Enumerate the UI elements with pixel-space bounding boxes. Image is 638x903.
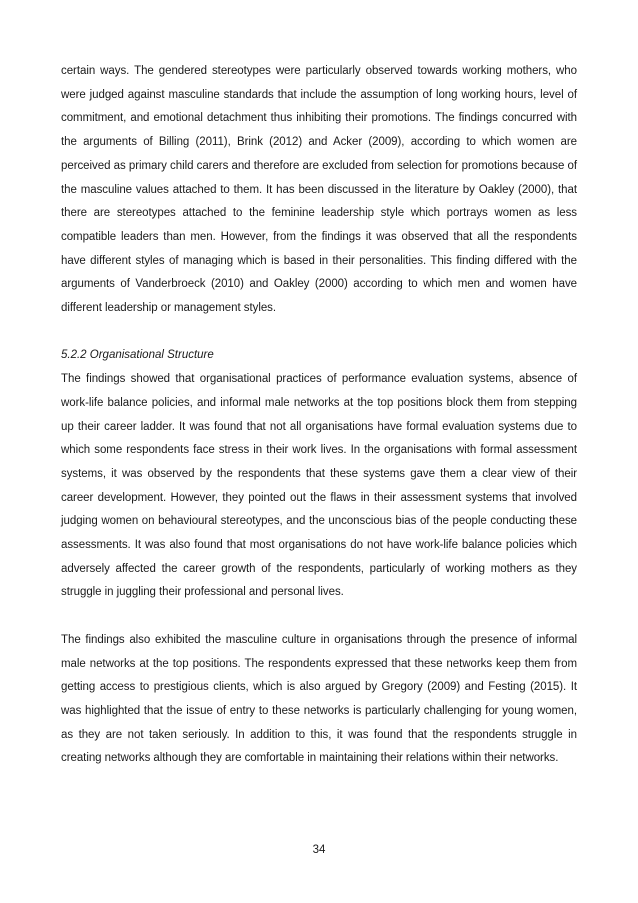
paragraph-masculine-culture: The findings also exhibited the masculine culture in organisations through the presence of informal male networks at the top positions. The respondents expressed that these networks keep them from getting access to prestigious clients, which is also argued by Gregory (2009) and Festing (2015). It was highlighted that the issue of entry to these networks is particularly challenging for young women, as they are not taken seriously. In addition to this, it was found that the respondents struggle in creating networks although they are comfortable in maintaining their relations within their networks. <box>61 633 577 765</box>
page-number: 34 <box>312 844 326 856</box>
paragraph-spacer <box>61 605 577 629</box>
document-page <box>61 60 577 771</box>
section-heading: 5.2.2 Organisational Structure <box>61 349 214 362</box>
paragraph-organisational-practices: The findings showed that organisational practices of performance evaluation systems, absence of work-life balance policies, and informal male networks at the top positions block them from stepping up their career ladder. It was found that not all organisations have formal evaluation systems due to which some respondents face stress in their work lives. In the organisations with formal assessment systems, it was observed by the respondents that these systems gave them a clear view of their career development. However, they pointed out the flaws in their assessment systems that involved judging women on behavioural stereotypes, and the unconscious bias of the people conducting these assessments. It was also found that most organisations do not have work-life balance policies which adversely affected the career growth of the respondents, particularly of working mothers as they struggle in juggling their professional and personal lives. <box>61 373 577 599</box>
paragraph-spacer <box>61 321 577 345</box>
paragraph-gendered-stereotypes: certain ways. The gendered stereotypes were particularly observed towards working mothers, who were judged against masculine standards that include the assumption of long working hours, level of commitment, and emotional detachment thus inhibiting their promotions. The findings concurred with the arguments of Billing (2011), Brink (2012) and Acker (2009), according to which women are perceived as primary child carers and therefore are excluded from selection for promotions because of the masculine values attached to them. It has been discussed in the literature by Oakley (2000), that there are stereotypes attached to the feminine leadership style which portrays women as less compatible leaders than men. However, from the findings it was observed that all the respondents have different styles of managing which is based in their personalities. This finding differed with the arguments of Vanderbroeck (2010) and Oakley (2000) according to which men and women have different leadership or management styles. <box>61 65 577 315</box>
